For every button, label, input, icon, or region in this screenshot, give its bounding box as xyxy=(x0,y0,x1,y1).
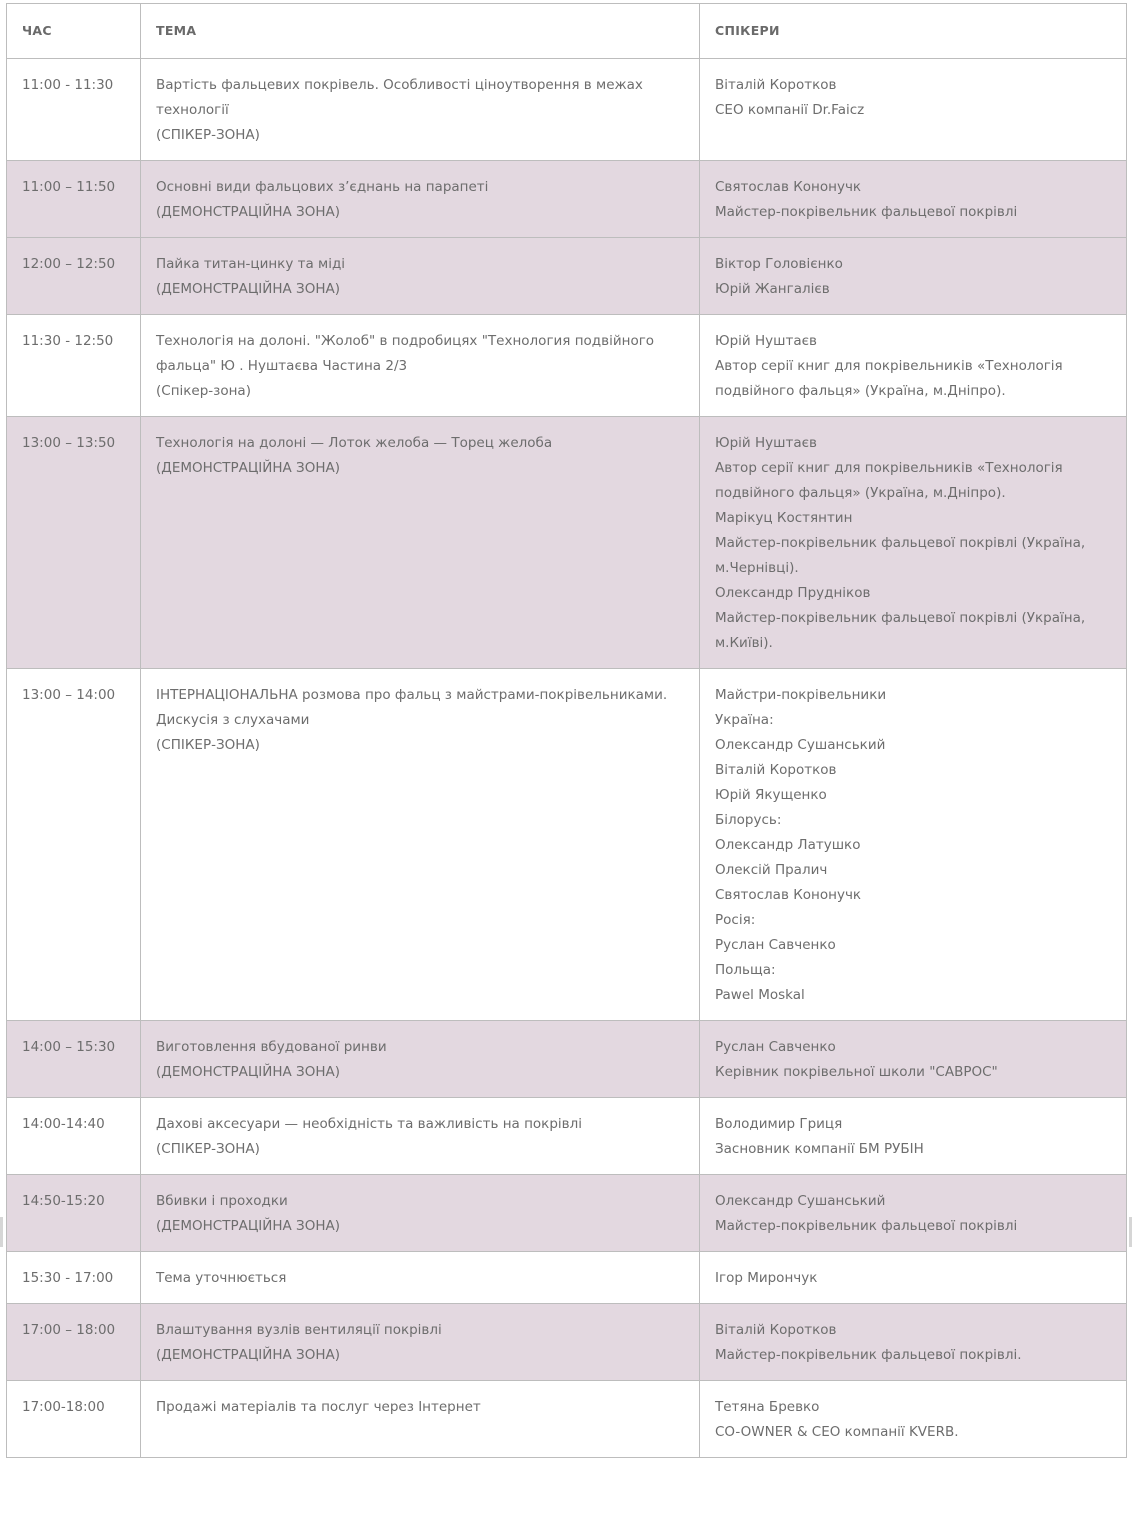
topic-line: Основні види фальцових з’єднань на парапеті xyxy=(156,179,489,195)
schedule-table xyxy=(6,3,1127,1458)
speaker-line: Білорусь: xyxy=(715,812,782,828)
time-cell: 14:00-14:40 xyxy=(7,1098,141,1175)
topic-line: Виготовлення вбудованої ринви xyxy=(156,1039,387,1055)
topic-line: Вартість фальцевих покрівель. Особливості ціноутворення в межах xyxy=(156,77,643,93)
topic-cell xyxy=(141,1252,700,1304)
speakers-cell xyxy=(700,1098,1127,1175)
speaker-line: Майстри-покрівельники xyxy=(715,687,887,703)
topic-line: Технологія на долоні. "Жолоб" в подробицях "Технология подвійного xyxy=(156,333,655,349)
speaker-line: Святослав Кононучк xyxy=(715,887,862,903)
speakers-cell xyxy=(700,1252,1127,1304)
speaker-line: подвійного фальця» (Україна, м.Дніпро). xyxy=(715,383,1006,399)
topic-line: Влаштування вузлів вентиляції покрівлі xyxy=(156,1322,442,1338)
header-row xyxy=(7,4,1127,59)
topic-line: (Спікер-зона) xyxy=(156,383,251,399)
topic-cell xyxy=(141,1021,700,1098)
time-cell: 12:00 – 12:50 xyxy=(7,238,141,315)
speaker-line: Польща: xyxy=(715,962,776,978)
topic-line: (СПІКЕР-ЗОНА) xyxy=(156,1141,260,1157)
topic-line: фальца" Ю . Нуштаєва Частина 2/3 xyxy=(156,358,408,374)
time-cell: 17:00 – 18:00 xyxy=(7,1304,141,1381)
speaker-line: Україна: xyxy=(715,712,774,728)
speakers-cell xyxy=(700,238,1127,315)
table-row xyxy=(7,1021,1127,1098)
topic-cell xyxy=(141,1098,700,1175)
speaker-line: CO-OWNER & CEO компанії KVERB. xyxy=(715,1424,959,1440)
topic-line: (СПІКЕР-ЗОНА) xyxy=(156,737,260,753)
topic-line: (ДЕМОНСТРАЦІЙНА ЗОНА) xyxy=(156,1064,340,1080)
left-edge-marker xyxy=(0,1217,3,1247)
time-cell: 14:00 – 15:30 xyxy=(7,1021,141,1098)
speaker-line: Олександр Сушанський xyxy=(715,1193,886,1209)
table-row xyxy=(7,1175,1127,1252)
topic-cell xyxy=(141,1381,700,1458)
time-cell: 13:00 – 13:50 xyxy=(7,417,141,669)
speaker-line: Юрій Нуштаєв xyxy=(715,333,817,349)
speaker-line: Віталій Коротков xyxy=(715,762,837,778)
speakers-cell xyxy=(700,161,1127,238)
topic-cell xyxy=(141,1304,700,1381)
time-cell: 11:00 – 11:50 xyxy=(7,161,141,238)
speaker-line: Майстер-покрівельник фальцевої покрівлі xyxy=(715,1218,1018,1234)
schedule-container xyxy=(6,3,1126,1458)
speaker-line: Марікуц Костянтин xyxy=(715,510,853,526)
speaker-line: м.Чернівці). xyxy=(715,560,799,576)
speakers-cell xyxy=(700,1175,1127,1252)
speaker-line: Автор серії книг для покрівельників «Технологія xyxy=(715,460,1063,476)
topic-line: Дахові аксесуари — необхідність та важливість на покрівлі xyxy=(156,1116,582,1132)
speaker-line: Віктор Головієнко xyxy=(715,256,843,272)
header-topic: ТЕМА xyxy=(141,4,700,59)
topic-line: (ДЕМОНСТРАЦІЙНА ЗОНА) xyxy=(156,204,340,220)
speaker-line: Майстер-покрівельник фальцевої покрівлі (Україна, xyxy=(715,610,1086,626)
speakers-cell xyxy=(700,417,1127,669)
time-cell: 15:30 - 17:00 xyxy=(7,1252,141,1304)
speakers-cell xyxy=(700,669,1127,1021)
topic-cell xyxy=(141,315,700,417)
speakers-cell xyxy=(700,1381,1127,1458)
speakers-cell xyxy=(700,315,1127,417)
speaker-line: Святослав Кононучк xyxy=(715,179,862,195)
speaker-line: подвійного фальця» (Україна, м.Дніпро). xyxy=(715,485,1006,501)
speaker-line: Руслан Савченко xyxy=(715,937,836,953)
speaker-line: Тетяна Бревко xyxy=(715,1399,820,1415)
speaker-line: Віталій Коротков xyxy=(715,77,837,93)
time-cell: 11:30 - 12:50 xyxy=(7,315,141,417)
time-cell: 11:00 - 11:30 xyxy=(7,59,141,161)
topic-line: (СПІКЕР-ЗОНА) xyxy=(156,127,260,143)
topic-line: технології xyxy=(156,102,229,118)
topic-cell xyxy=(141,59,700,161)
topic-line: (ДЕМОНСТРАЦІЙНА ЗОНА) xyxy=(156,1347,340,1363)
topic-line: Вбивки і проходки xyxy=(156,1193,288,1209)
speaker-line: Юрій Якущенко xyxy=(715,787,827,803)
speaker-line: Олександр Сушанський xyxy=(715,737,886,753)
topic-line: Продажі матеріалів та послуг через Інтернет xyxy=(156,1399,481,1415)
speaker-line: Олександр Прудніков xyxy=(715,585,871,601)
speaker-line: Юрій Нуштаєв xyxy=(715,435,817,451)
speaker-line: Майстер-покрівельник фальцевої покрівлі (Україна, xyxy=(715,535,1086,551)
table-row xyxy=(7,1381,1127,1458)
speaker-line: Pawel Moskal xyxy=(715,987,805,1003)
speaker-line: Руслан Савченко xyxy=(715,1039,836,1055)
table-row xyxy=(7,238,1127,315)
topic-cell xyxy=(141,238,700,315)
time-cell: 13:00 – 14:00 xyxy=(7,669,141,1021)
speaker-line: Автор серії книг для покрівельників «Технологія xyxy=(715,358,1063,374)
topic-line: (ДЕМОНСТРАЦІЙНА ЗОНА) xyxy=(156,281,340,297)
speaker-line: Росія: xyxy=(715,912,756,928)
speaker-line: м.Київі). xyxy=(715,635,773,651)
speaker-line: Олександр Латушко xyxy=(715,837,861,853)
topic-line: (ДЕМОНСТРАЦІЙНА ЗОНА) xyxy=(156,1218,340,1234)
topic-line: Технологія на долоні — Лоток желоба — Торец желоба xyxy=(156,435,553,451)
table-row xyxy=(7,1098,1127,1175)
speaker-line: Володимир Гриця xyxy=(715,1116,843,1132)
topic-line: Дискусія з слухачами xyxy=(156,712,310,728)
time-cell: 14:50-15:20 xyxy=(7,1175,141,1252)
topic-line: ІНТЕРНАЦІОНАЛЬНА розмова про фальц з майстрами-покрівельниками. xyxy=(156,687,668,703)
table-row xyxy=(7,161,1127,238)
table-row xyxy=(7,59,1127,161)
table-row xyxy=(7,417,1127,669)
table-row xyxy=(7,1304,1127,1381)
speaker-line: Віталій Коротков xyxy=(715,1322,837,1338)
speaker-line: Керівник покрівельної школи "САВРОС" xyxy=(715,1064,998,1080)
topic-line: Тема уточнюється xyxy=(156,1270,287,1286)
speaker-line: CEO компанії Dr.Faicz xyxy=(715,102,865,118)
speaker-line: Ігор Мирончук xyxy=(715,1270,818,1286)
speakers-cell xyxy=(700,59,1127,161)
speakers-cell xyxy=(700,1304,1127,1381)
header-speakers: СПІКЕРИ xyxy=(700,4,1127,59)
topic-cell xyxy=(141,161,700,238)
speaker-line: Олексій Пралич xyxy=(715,862,828,878)
speaker-line: Засновник компанії БМ РУБІН xyxy=(715,1141,924,1157)
topic-cell xyxy=(141,417,700,669)
topic-cell xyxy=(141,1175,700,1252)
speakers-cell xyxy=(700,1021,1127,1098)
topic-line: Пайка титан-цинку та міді xyxy=(156,256,346,272)
topic-cell xyxy=(141,669,700,1021)
table-row xyxy=(7,315,1127,417)
table-row xyxy=(7,669,1127,1021)
speaker-line: Юрій Жангалієв xyxy=(715,281,830,297)
speaker-line: Майстер-покрівельник фальцевої покрівлі xyxy=(715,204,1018,220)
speaker-line: Майстер-покрівельник фальцевої покрівлі. xyxy=(715,1347,1022,1363)
topic-line: (ДЕМОНСТРАЦІЙНА ЗОНА) xyxy=(156,460,340,476)
table-row xyxy=(7,1252,1127,1304)
time-cell: 17:00-18:00 xyxy=(7,1381,141,1458)
header-time: ЧАС xyxy=(7,4,141,59)
